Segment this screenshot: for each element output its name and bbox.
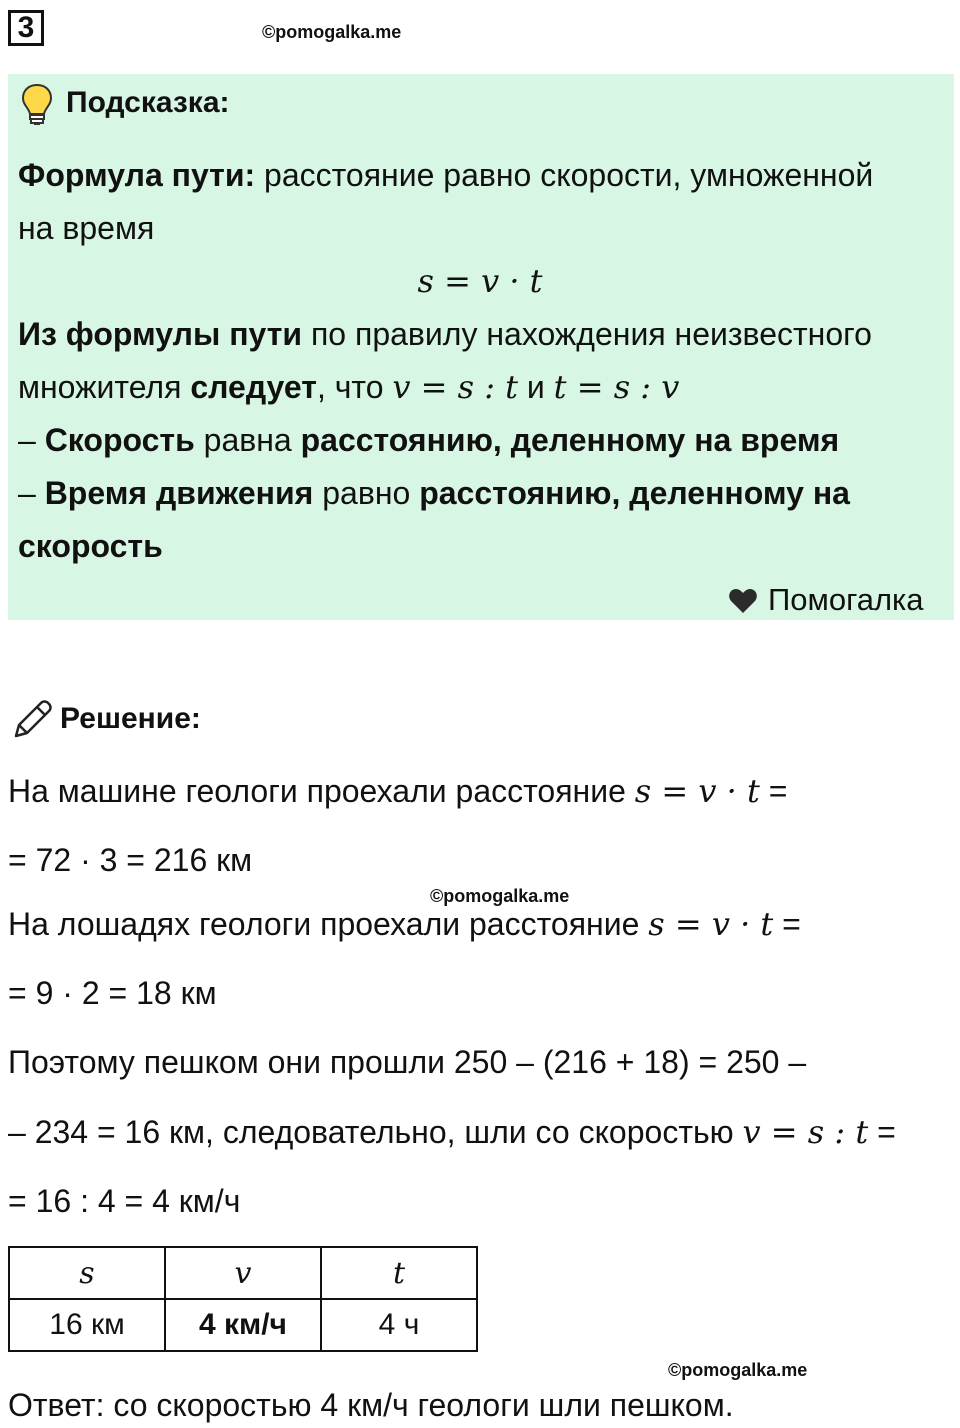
solution-line-1: На машине геологи проехали расстояние s = v · t = (8, 772, 788, 810)
hint-line-2: на время (18, 210, 155, 246)
hint-line-5: – Скорость равна расстоянию, деленному на время (18, 422, 840, 458)
hint-line-6: – Время движения равно расстоянию, деленному на (18, 475, 850, 511)
solution-line-2: = 72 · 3 = 216 км (8, 842, 253, 878)
hint-line-1: Формула пути: расстояние равно скорости, умноженной (18, 157, 874, 193)
solution-title: Решение: (60, 702, 201, 735)
result-table (8, 1246, 478, 1352)
solution-line-5: Поэтому пешком они прошли 250 – (216 + 18) = 250 – (8, 1044, 807, 1080)
solution-line-4: = 9 · 2 = 18 км (8, 975, 217, 1011)
lightbulb-icon (20, 82, 54, 131)
table-header-cell: s (9, 1247, 165, 1299)
hint-line-7: скорость (18, 528, 163, 564)
table-cell: 16 км (9, 1299, 165, 1351)
task-number: 3 (8, 10, 44, 46)
hint-line-3: Из формулы пути по правилу нахождения неизвестного (18, 316, 872, 352)
pencil-icon (10, 698, 54, 747)
watermark-top: ©pomogalka.me (262, 22, 402, 42)
table-header-row (9, 1247, 477, 1299)
solution-line-3: На лошадях геологи проехали расстояние s = v · t = (8, 905, 801, 943)
table-row (9, 1299, 477, 1351)
heart-icon (728, 588, 758, 619)
table-header-cell: t (321, 1247, 477, 1299)
hint-line-4: множителя следует, что v = s : t и t = s : v (18, 368, 680, 406)
watermark-middle: ©pomogalka.me (430, 886, 570, 906)
signature: Помогалка (768, 582, 924, 617)
answer: Ответ: со скоростью 4 км/ч геологи шли пешком. (8, 1387, 734, 1423)
solution-line-6: – 234 = 16 км, следовательно, шли со скоростью v = s : t = (8, 1113, 896, 1151)
table-header-cell: v (165, 1247, 321, 1299)
hint-formula: s = v · t (417, 262, 543, 300)
table-cell: 4 ч (321, 1299, 477, 1351)
solution-line-7: = 16 : 4 = 4 км/ч (8, 1183, 241, 1219)
table-cell-answer: 4 км/ч (165, 1299, 321, 1351)
hint-title: Подсказка: (66, 86, 230, 119)
watermark-bottom: ©pomogalka.me (668, 1360, 808, 1380)
